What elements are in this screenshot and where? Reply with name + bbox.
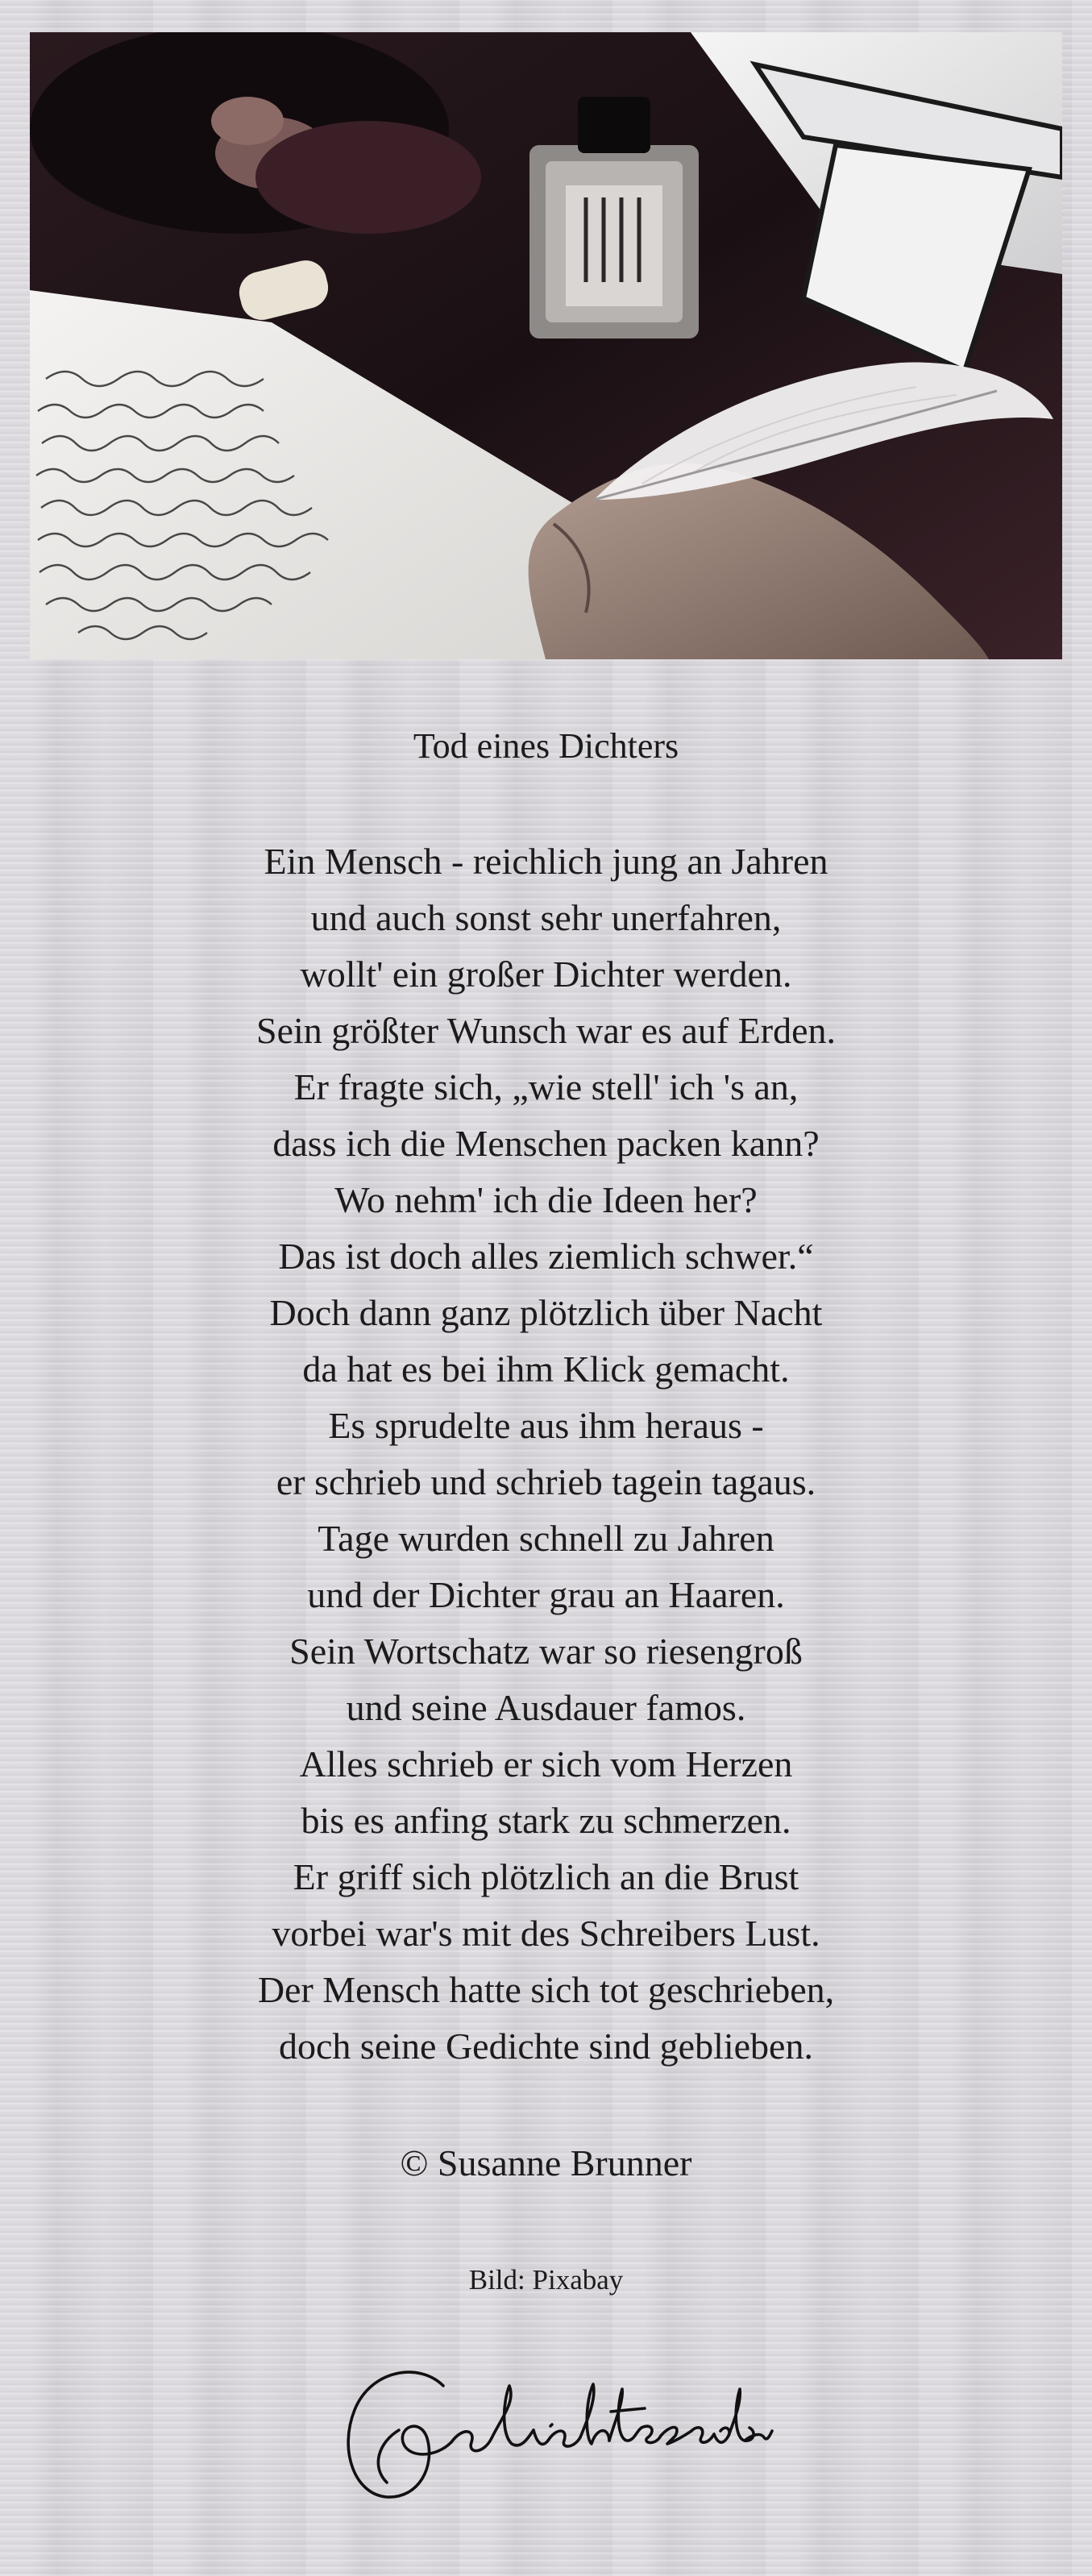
poem-line: Sein größter Wunsch war es auf Erden.: [255, 1010, 837, 1051]
poem-line: Der Mensch hatte sich tot geschrieben,: [257, 1969, 835, 2010]
poem-line: Er fragte sich, „wie stell' ich 's an,: [293, 1066, 799, 1107]
poem-line: Alles schrieb er sich vom Herzen: [299, 1743, 793, 1785]
writing-hand-quill-photo: [30, 32, 1062, 659]
poem-line: und der Dichter grau an Haaren.: [307, 1574, 785, 1615]
poem-line: Es sprudelte aus ihm heraus -: [328, 1405, 764, 1446]
poem-body: [0, 833, 1092, 2075]
signature-logo: [322, 2354, 774, 2507]
poem-line: vorbei war's mit des Schreibers Lust.: [272, 1913, 820, 1954]
poem-line: dass ich die Menschen packen kann?: [272, 1123, 820, 1164]
poem-line: bis es anfing stark zu schmerzen.: [301, 1800, 791, 1841]
poem-line: Das ist doch alles ziemlich schwer.“: [278, 1236, 814, 1277]
poem-line: und auch sonst sehr unerfahren,: [310, 897, 782, 938]
poem-line: und seine Ausdauer famos.: [346, 1687, 746, 1728]
poem-line: Er griff sich plötzlich an die Brust: [293, 1856, 799, 1897]
poem-line: Doch dann ganz plötzlich über Nacht: [269, 1292, 823, 1333]
poem-line: da hat es bei ihm Klick gemacht.: [302, 1348, 790, 1390]
poem-line: doch seine Gedichte sind geblieben.: [279, 2025, 813, 2067]
poem-title: Tod eines Dichters: [413, 726, 679, 766]
poem-line: wollt' ein großer Dichter werden.: [300, 954, 792, 995]
copyright-notice: © Susanne Brunner: [400, 2142, 692, 2183]
poem-line: Tage wurden schnell zu Jahren: [318, 1518, 774, 1559]
poem-line: Sein Wortschatz war so riesengroß: [289, 1631, 803, 1672]
header-photo: [30, 32, 1062, 659]
poem-line: Wo nehm' ich die Ideen her?: [334, 1179, 758, 1220]
image-credit: Bild: Pixabay: [468, 2264, 624, 2296]
poem-line: Ein Mensch - reichlich jung an Jahren: [264, 841, 828, 882]
poem-line: er schrieb und schrieb tagein tagaus.: [276, 1461, 816, 1502]
